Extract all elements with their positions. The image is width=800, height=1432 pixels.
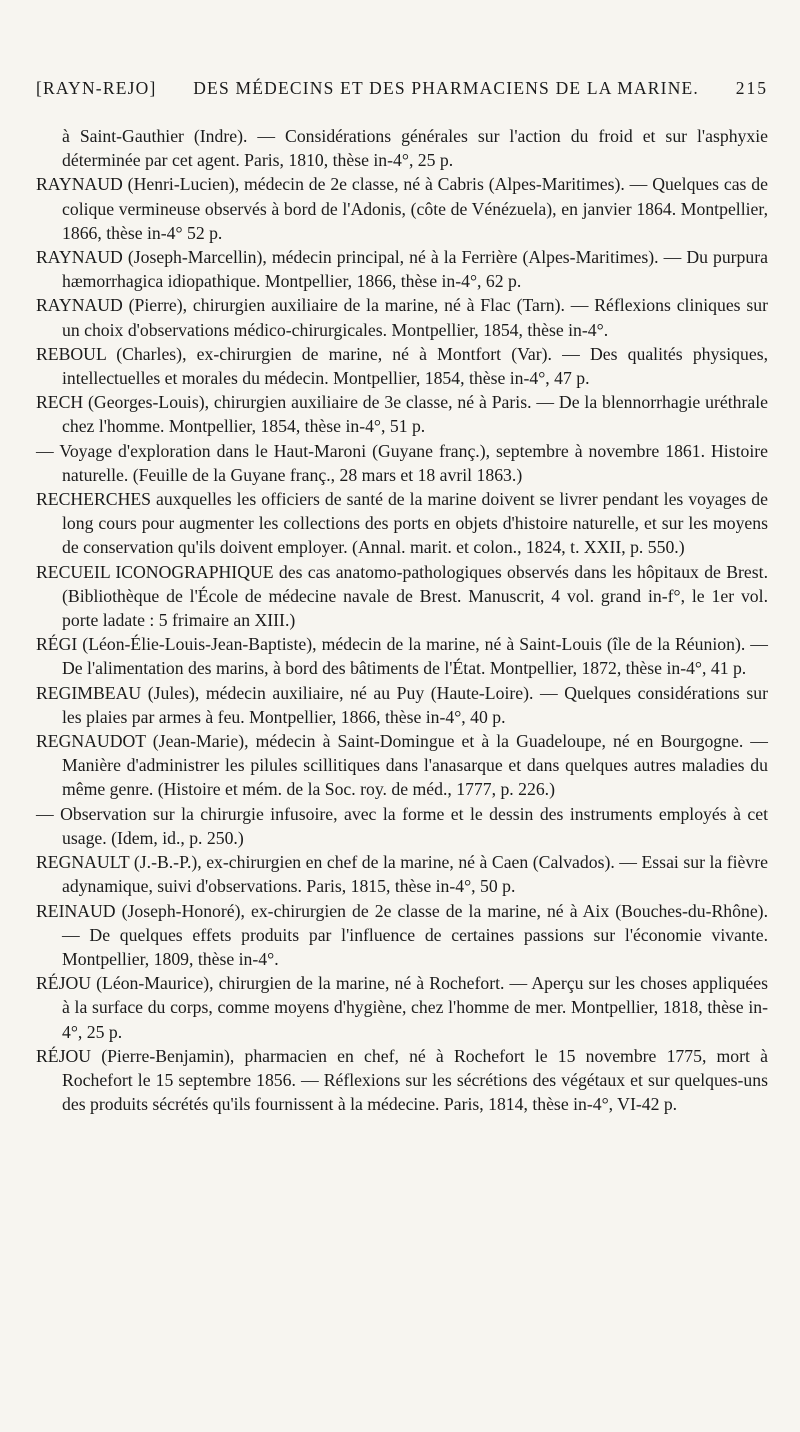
entry-raynaud-pierre: RAYNAUD (Pierre), chirurgien auxiliaire de la marine, né à Flac (Tarn). — Réflexions cliniques sur un choix d'observations médico-chirurgicales. Montpellier, 1854, thèse in-4°. bbox=[36, 295, 768, 340]
entries-list bbox=[36, 124, 768, 1116]
entry-regi: RÉGI (Léon-Élie-Louis-Jean-Baptiste), médecin de la marine, né à Saint-Louis (île de la Réunion). — De l'alimentation des marins, à bord des bâtiments de l'État. Montpellier, 1872, thèse in-4°, 41 p. bbox=[36, 634, 768, 679]
header-left: [RAYN-REJO] bbox=[36, 78, 157, 98]
entry-regnaudot: REGNAUDOT (Jean-Marie), médecin à Saint-Domingue et à la Guadeloupe, né en Bourgogne. — Manière d'administrer les pilules scillitiques dans l'anasarque et dans quelques autres maladies du même genre. (Histoire et mém. de la Soc. roy. de méd., 1777, p. 226.) bbox=[36, 731, 768, 800]
entry-reboul: REBOUL (Charles), ex-chirurgien de marine, né à Montfort (Var). — Des qualités physiques, intellectuelles et morales du médecin. Montpellier, 1854, thèse in-4°, 47 p. bbox=[36, 343, 768, 389]
entry-0: à Saint-Gauthier (Indre). — Considérations générales sur l'action du froid et sur l'asphyxie déterminée par cet agent. Paris, 1810, thèse in-4°, 25 p. bbox=[62, 126, 768, 171]
entry-raynaud-henri: RAYNAUD (Henri-Lucien), médecin de 2e classe, né à Cabris (Alpes-Maritimes). — Quelques cas de colique vermineuse observés à bord de l'Adonis, (côte de Vénézuela), en janvier 1864. Montpellier, 1866, thèse in-4° 52 p. bbox=[36, 174, 768, 243]
entry-raynaud-joseph: RAYNAUD (Joseph-Marcellin), médecin principal, né à la Ferrière (Alpes-Maritimes). — Du purpura hæmorrhagica idiopathique. Montpellier, 1866, thèse in-4°, 62 p. bbox=[36, 247, 768, 292]
page-number: 215 bbox=[735, 78, 768, 98]
entry-regnault: REGNAULT (J.-B.-P.), ex-chirurgien en chef de la marine, né à Caen (Calvados). — Essai sur la fièvre adynamique, suivi d'observations. Paris, 1815, thèse in-4°, 50 p. bbox=[36, 852, 768, 897]
entry-recherches: RECHERCHES auxquelles les officiers de santé de la marine doivent se livrer pendant les voyages de long cours pour augmenter les collections des ports en objets d'histoire naturelle, et sur les moyens de conservation qu'ils doivent employer. (Annal. marit. et colon., 1824, t. XXII, p. 550.) bbox=[36, 489, 768, 558]
entry-rejou-leon: RÉJOU (Léon-Maurice), chirurgien de la marine, né à Rochefort. — Aperçu sur les choses appliquées à la surface du corps, comme moyens d'hygiène, chez l'homme de mer. Montpellier, 1818, thèse in-4°, 25 p. bbox=[36, 973, 768, 1042]
entry-regimbeau: REGIMBEAU (Jules), médecin auxiliaire, né au Puy (Haute-Loire). — Quelques considérations sur les plaies par armes à feu. Montpellier, 1866, thèse in-4°, 40 p. bbox=[36, 682, 768, 727]
entry-rejou-pierre: RÉJOU (Pierre-Benjamin), pharmacien en chef, né à Rochefort le 15 novembre 1775, mort à Rochefort le 15 septembre 1856. — Réflexions sur les sécrétions des végétaux et sur quelques-uns des produits sécrétés qu'ils fournissent à la médecine. Paris, 1814, thèse in-4°, VI-42 p. bbox=[36, 1045, 768, 1115]
entry-recueil: RECUEIL ICONOGRAPHIQUE des cas anatomo-pathologiques observés dans les hôpitaux de Brest. (Bibliothèque de l'École de médecine navale de Brest. Manuscrit, 4 vol. grand in-f°, le 1er vol. porte ladate : 5 frimaire an XIII.) bbox=[36, 561, 768, 631]
entry-rech: RECH (Georges-Louis), chirurgien auxiliaire de 3e classe, né à Paris. — De la blennorrhagie uréthrale chez l'homme. Montpellier, 1854, thèse in-4°, 51 p. bbox=[36, 392, 768, 437]
header-title: DES MÉDECINS ET DES PHARMACIENS DE LA MARINE. bbox=[193, 78, 700, 98]
book-page bbox=[36, 78, 768, 1116]
entry-rech-voyage: — Voyage d'exploration dans le Haut-Maroni (Guyane franç.), septembre à novembre 1861. Histoire naturelle. (Feuille de la Guyane franç., 28 mars et 18 avril 1863.) bbox=[36, 440, 768, 485]
running-header bbox=[36, 78, 768, 108]
entry-regnaudot-observation: — Observation sur la chirurgie infusoire, avec la forme et le dessin des instruments employés à cet usage. (Idem, id., p. 250.) bbox=[36, 803, 768, 848]
entry-reinaud: REINAUD (Joseph-Honoré), ex-chirurgien de 2e classe de la marine, né à Aix (Bouches-du-Rhône). — De quelques effets produits par l'influence de certaines passions sur l'économie vivante. Montpellier, 1809, thèse in-4°. bbox=[36, 900, 768, 969]
